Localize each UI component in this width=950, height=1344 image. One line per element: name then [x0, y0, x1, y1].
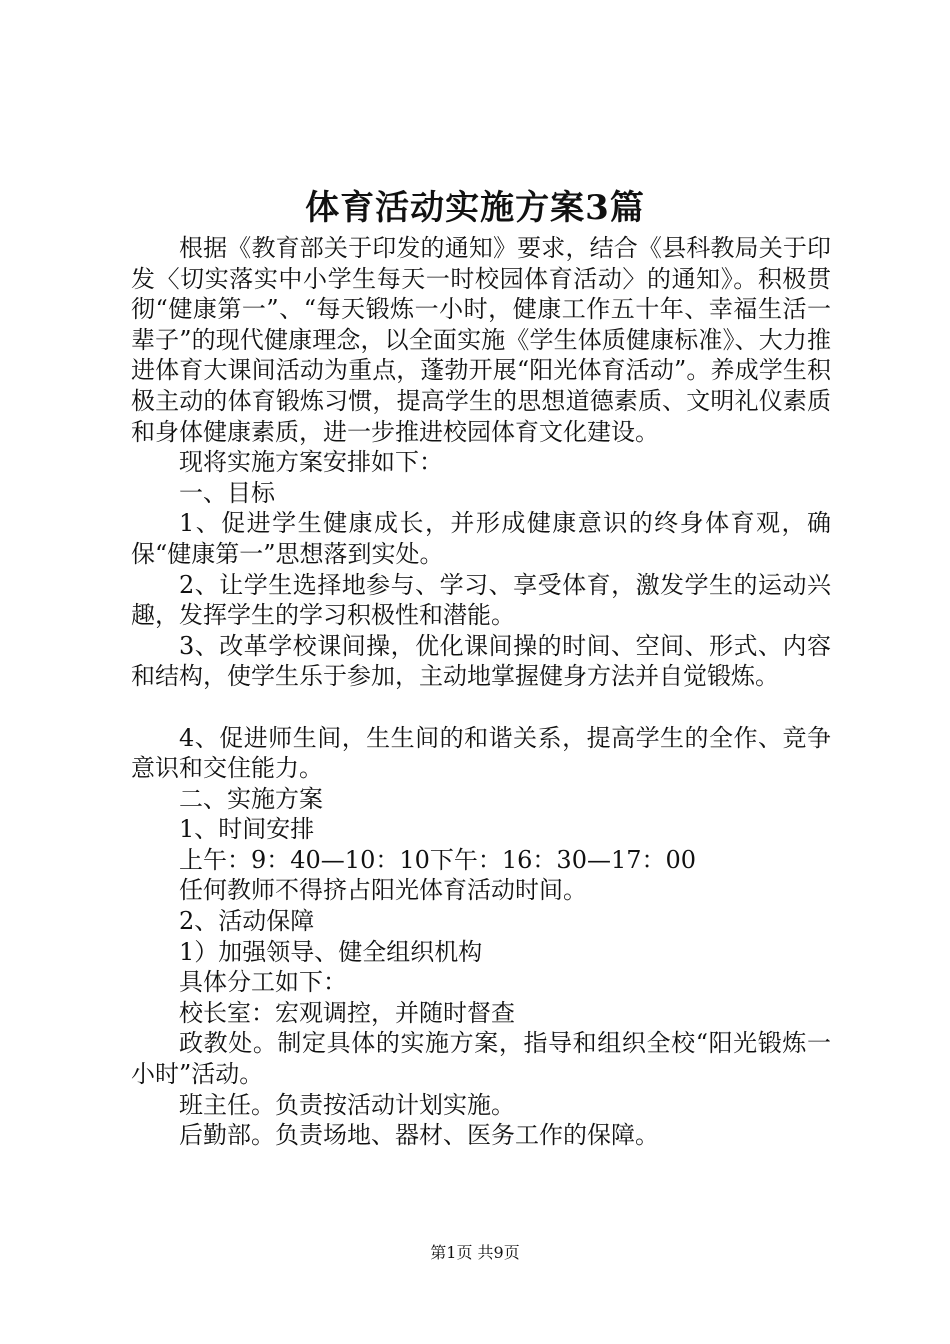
document-body [131, 233, 831, 1151]
goal-item-3: 3、改革学校课间操，优化课间操的时间、空间、形式、内容和结构，使学生乐于参加，主动地掌握健身方法并自觉锻炼。 [131, 631, 831, 691]
document-title: 体育活动实施方案3篇 [305, 188, 645, 228]
division-political-office: 政教处。制定具体的实施方案，指导和组织全校“阳光锻炼一小时”活动。 [131, 1029, 831, 1089]
heading-implementation: 二、实施方案 [179, 784, 323, 813]
division-class-teacher: 班主任。负责按活动计划实施。 [179, 1090, 515, 1119]
division-logistics: 后勤部。负责场地、器材、医务工作的保障。 [179, 1121, 659, 1150]
subheading-guarantee: 2、活动保障 [179, 907, 315, 936]
paragraph-arrangement: 现将实施方案安排如下： [179, 448, 443, 477]
division-intro: 具体分工如下： [179, 968, 347, 997]
schedule-times: 上午：9：40—10：10下午：16：30—17：00 [179, 845, 697, 874]
goal-item-2: 2、让学生选择地参与、学习、享受体育，激发学生的运动兴趣，发挥学生的学习积极性和潜能。 [131, 570, 831, 630]
page-number: 第1页 共9页 [430, 1243, 520, 1262]
goal-item-4: 4、促进师生间，生生间的和谐关系，提高学生的全作、竞争意识和交住能力。 [131, 723, 831, 783]
paragraph-intro: 根据《教育部关于印发的通知》要求，结合《县科教局关于印发〈切实落实中小学生每天一时校园体育活动〉的通知》。积极贯彻“健康第一”、“每天锻炼一小时，健康工作五十年、幸福生活一辈子”的现代健康理念，以全面实施《学生体质健康标准》、大力推进体育大课间活动为重点，蓬勃开展“阳光体育活动”。养成学生积极主动的体育锻炼习惯，提高学生的思想道德素质、文明礼仪素质和身体健康素质，进一步推进校园体育文化建设。 [131, 234, 831, 446]
heading-goals: 一、目标 [179, 478, 275, 507]
schedule-note: 任何教师不得挤占阳光体育活动时间。 [179, 876, 587, 905]
subheading-schedule: 1、时间安排 [179, 815, 315, 844]
division-principal: 校长室：宏观调控，并随时督查 [179, 998, 515, 1027]
goal-item-1: 1、促进学生健康成长，并形成健康意识的终身体育观，确保“健康第一”思想落到实处。 [131, 509, 831, 568]
guarantee-item-1: 1）加强领导、健全组织机构 [179, 937, 483, 966]
blank-line [131, 692, 831, 723]
